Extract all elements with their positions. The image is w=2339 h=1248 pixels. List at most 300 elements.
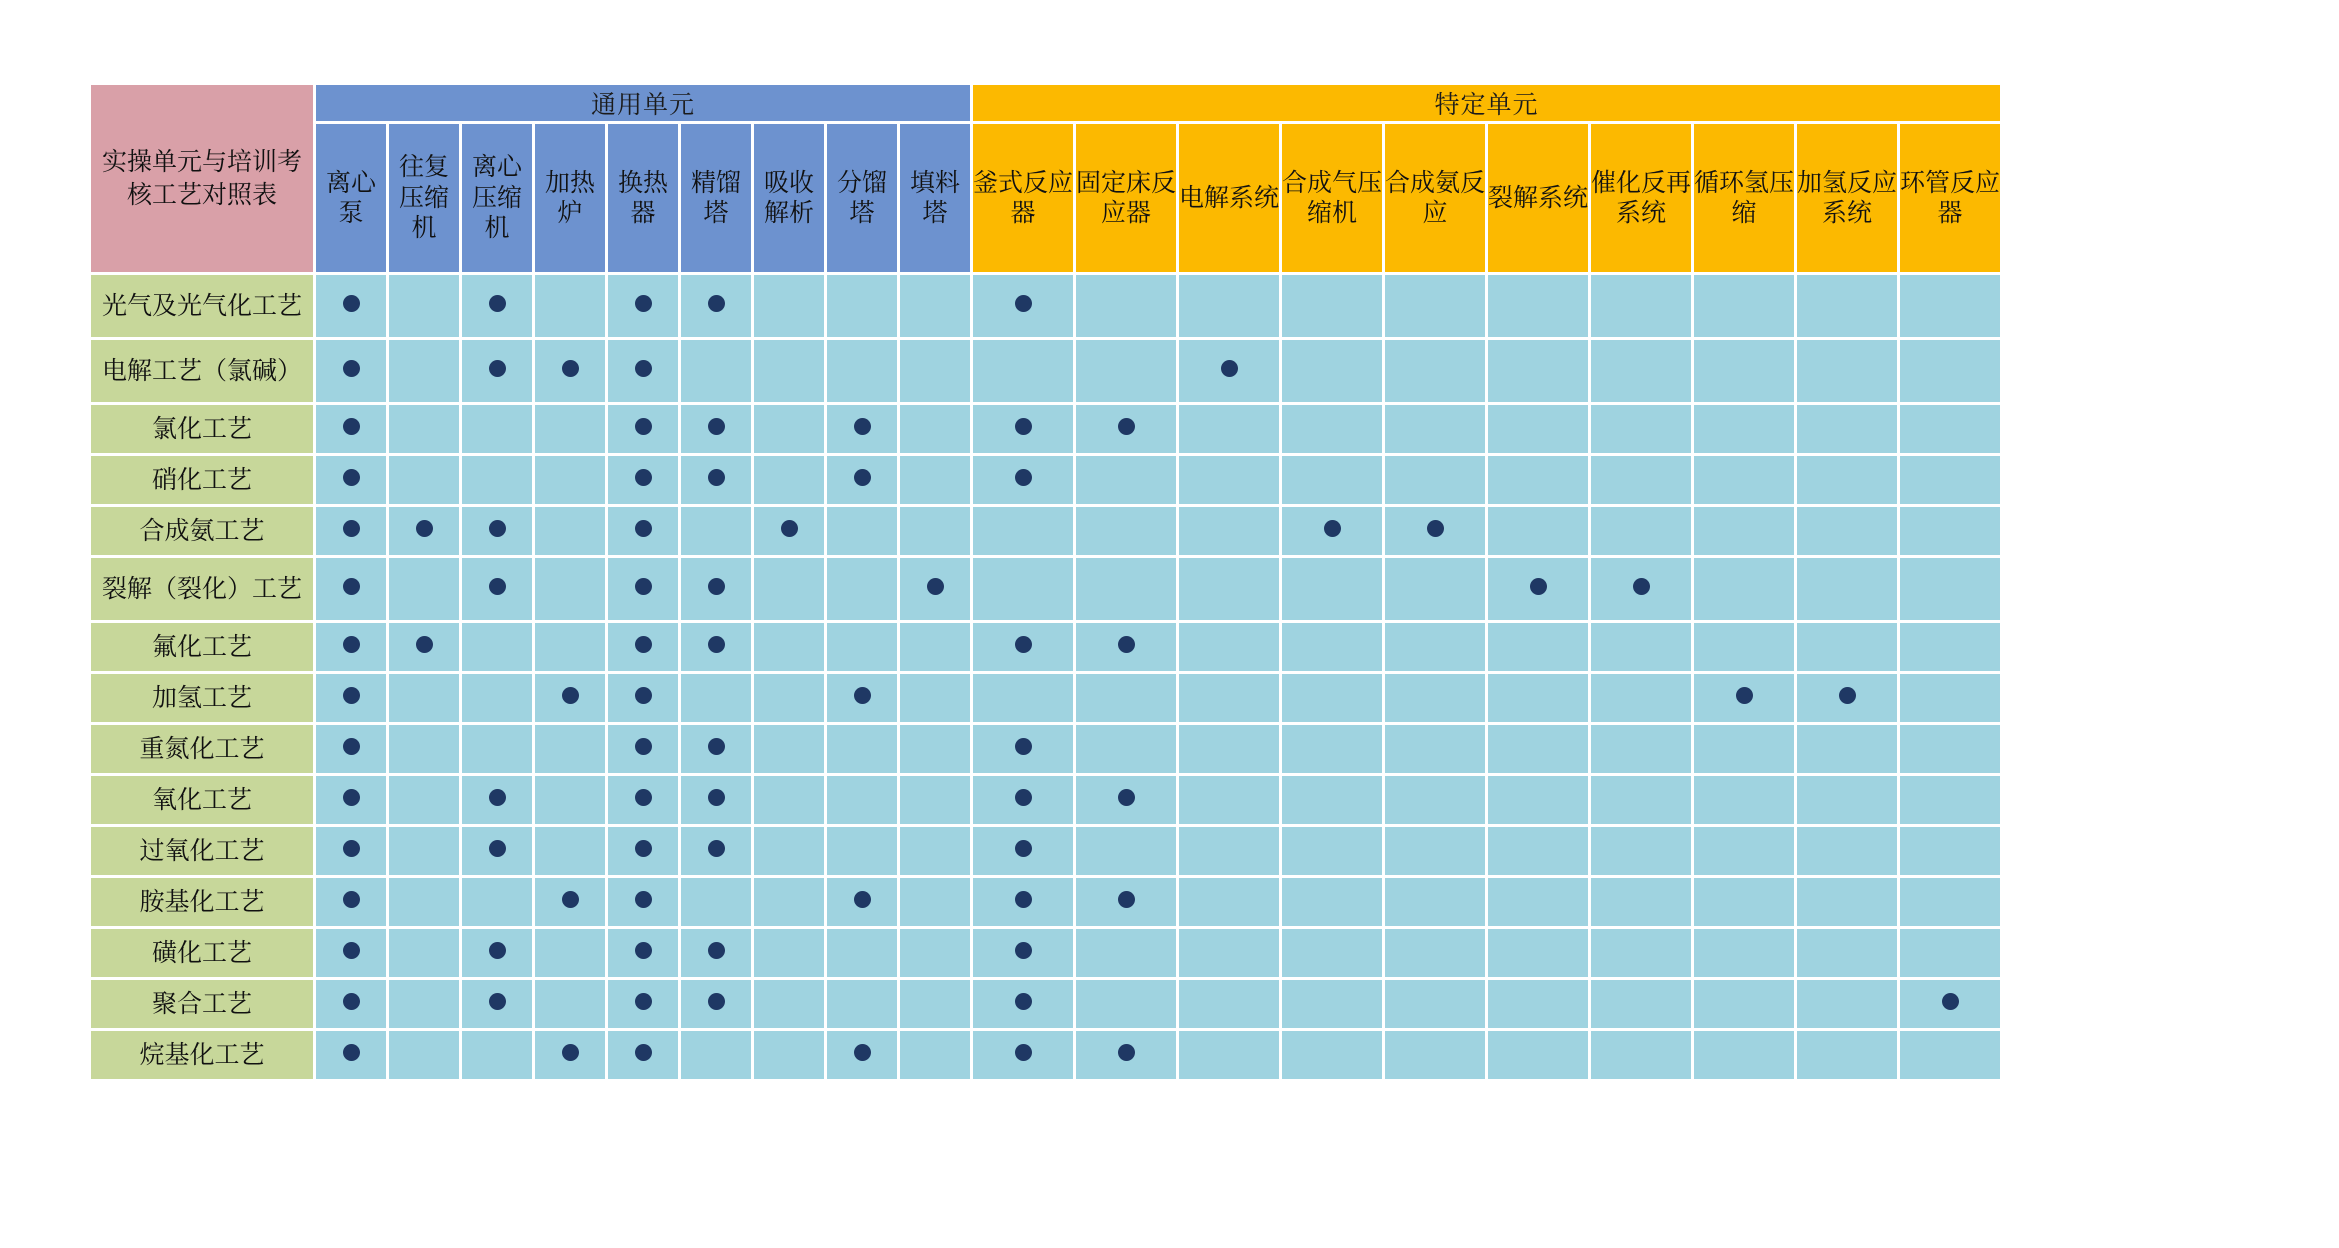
- bullet-dot-icon: [1633, 578, 1650, 595]
- matrix-cell-empty: [462, 623, 532, 671]
- matrix-cell-empty: [1282, 980, 1382, 1028]
- table-row: [91, 674, 2000, 722]
- bullet-dot-icon: [1324, 520, 1341, 537]
- bullet-dot-icon: [1942, 993, 1959, 1010]
- table-row: [91, 776, 2000, 824]
- matrix-cell-empty: [1797, 405, 1897, 453]
- row-label-15: 烷基化工艺: [91, 1031, 313, 1079]
- matrix-cell-empty: [1694, 275, 1794, 337]
- matrix-cell-marked: [316, 725, 386, 773]
- matrix-cell-marked: [535, 878, 605, 926]
- matrix-cell-empty: [1488, 878, 1588, 926]
- bullet-dot-icon: [562, 1044, 579, 1061]
- matrix-cell-empty: [535, 623, 605, 671]
- matrix-cell-empty: [1076, 275, 1176, 337]
- group-header-general: 通用单元: [316, 85, 970, 121]
- matrix-cell-empty: [1900, 456, 2000, 504]
- matrix-cell-empty: [535, 980, 605, 1028]
- matrix-cell-empty: [1488, 405, 1588, 453]
- bullet-dot-icon: [1015, 789, 1032, 806]
- matrix-cell-empty: [973, 507, 1073, 555]
- column-header-11: 固定床反应器: [1076, 124, 1176, 272]
- table-row: [91, 340, 2000, 402]
- matrix-cell-empty: [1179, 827, 1279, 875]
- matrix-cell-empty: [1385, 275, 1485, 337]
- matrix-cell-empty: [754, 558, 824, 620]
- matrix-cell-empty: [1282, 558, 1382, 620]
- row-label-8: 加氢工艺: [91, 674, 313, 722]
- matrix-cell-empty: [1385, 558, 1485, 620]
- bullet-dot-icon: [635, 942, 652, 959]
- matrix-cell-empty: [1076, 929, 1176, 977]
- bullet-dot-icon: [343, 295, 360, 312]
- matrix-cell-empty: [462, 456, 532, 504]
- matrix-cell-empty: [681, 878, 751, 926]
- table-row: [91, 878, 2000, 926]
- matrix-cell-empty: [1900, 275, 2000, 337]
- matrix-cell-marked: [462, 980, 532, 1028]
- matrix-cell-empty: [1488, 725, 1588, 773]
- matrix-cell-empty: [1488, 340, 1588, 402]
- matrix-cell-marked: [462, 929, 532, 977]
- matrix-cell-empty: [1179, 776, 1279, 824]
- matrix-cell-empty: [900, 275, 970, 337]
- matrix-cell-empty: [1900, 827, 2000, 875]
- table-row: [91, 558, 2000, 620]
- matrix-cell-empty: [1488, 456, 1588, 504]
- matrix-cell-empty: [1179, 980, 1279, 1028]
- bullet-dot-icon: [489, 578, 506, 595]
- bullet-dot-icon: [854, 1044, 871, 1061]
- comparison-table-container: [88, 82, 2003, 1082]
- bullet-dot-icon: [1736, 687, 1753, 704]
- matrix-cell-marked: [681, 827, 751, 875]
- matrix-cell-empty: [900, 980, 970, 1028]
- column-header-16: 催化反再系统: [1591, 124, 1691, 272]
- bullet-dot-icon: [343, 993, 360, 1010]
- bullet-dot-icon: [635, 840, 652, 857]
- matrix-cell-marked: [316, 674, 386, 722]
- matrix-cell-empty: [1488, 674, 1588, 722]
- column-header-19: 环管反应器: [1900, 124, 2000, 272]
- matrix-cell-empty: [1179, 878, 1279, 926]
- matrix-cell-marked: [316, 275, 386, 337]
- bullet-dot-icon: [343, 469, 360, 486]
- matrix-cell-marked: [1076, 776, 1176, 824]
- matrix-cell-empty: [1488, 776, 1588, 824]
- table-row: [91, 456, 2000, 504]
- matrix-cell-empty: [900, 1031, 970, 1079]
- bullet-dot-icon: [635, 1044, 652, 1061]
- matrix-cell-marked: [608, 725, 678, 773]
- matrix-cell-marked: [973, 776, 1073, 824]
- matrix-cell-marked: [608, 623, 678, 671]
- matrix-cell-marked: [973, 456, 1073, 504]
- bullet-dot-icon: [1118, 636, 1135, 653]
- bullet-dot-icon: [927, 578, 944, 595]
- matrix-cell-marked: [608, 776, 678, 824]
- matrix-cell-marked: [1797, 674, 1897, 722]
- matrix-cell-empty: [1900, 623, 2000, 671]
- matrix-cell-empty: [1591, 275, 1691, 337]
- matrix-cell-empty: [389, 725, 459, 773]
- matrix-cell-empty: [827, 340, 897, 402]
- matrix-cell-marked: [681, 980, 751, 1028]
- corner-title-cell: 实操单元与培训考核工艺对照表: [91, 85, 313, 272]
- matrix-cell-marked: [827, 405, 897, 453]
- matrix-cell-empty: [754, 674, 824, 722]
- bullet-dot-icon: [562, 360, 579, 377]
- matrix-cell-marked: [681, 623, 751, 671]
- matrix-cell-marked: [316, 1031, 386, 1079]
- matrix-cell-empty: [1591, 340, 1691, 402]
- matrix-cell-empty: [1900, 405, 2000, 453]
- matrix-cell-marked: [535, 340, 605, 402]
- matrix-cell-empty: [1179, 929, 1279, 977]
- matrix-cell-empty: [1076, 725, 1176, 773]
- matrix-cell-marked: [973, 827, 1073, 875]
- matrix-cell-marked: [681, 558, 751, 620]
- matrix-cell-marked: [608, 980, 678, 1028]
- column-header-2: 往复压缩机: [389, 124, 459, 272]
- row-label-14: 聚合工艺: [91, 980, 313, 1028]
- matrix-cell-empty: [1385, 980, 1485, 1028]
- matrix-cell-empty: [1385, 827, 1485, 875]
- matrix-cell-empty: [1694, 405, 1794, 453]
- bullet-dot-icon: [1015, 840, 1032, 857]
- bullet-dot-icon: [708, 578, 725, 595]
- matrix-cell-empty: [1385, 340, 1485, 402]
- row-label-13: 磺化工艺: [91, 929, 313, 977]
- matrix-cell-marked: [827, 878, 897, 926]
- row-label-9: 重氮化工艺: [91, 725, 313, 773]
- bullet-dot-icon: [708, 418, 725, 435]
- matrix-cell-marked: [608, 674, 678, 722]
- matrix-cell-empty: [462, 405, 532, 453]
- matrix-cell-marked: [681, 405, 751, 453]
- matrix-cell-empty: [900, 507, 970, 555]
- matrix-cell-empty: [827, 623, 897, 671]
- bullet-dot-icon: [416, 636, 433, 653]
- matrix-cell-empty: [389, 827, 459, 875]
- matrix-cell-empty: [1694, 558, 1794, 620]
- matrix-cell-empty: [1694, 878, 1794, 926]
- matrix-cell-empty: [1797, 275, 1897, 337]
- matrix-cell-empty: [389, 980, 459, 1028]
- matrix-cell-marked: [608, 878, 678, 926]
- matrix-cell-marked: [608, 405, 678, 453]
- matrix-cell-marked: [1900, 980, 2000, 1028]
- matrix-cell-empty: [1282, 1031, 1382, 1079]
- matrix-cell-marked: [316, 558, 386, 620]
- matrix-cell-empty: [900, 674, 970, 722]
- matrix-cell-marked: [389, 623, 459, 671]
- matrix-cell-empty: [1179, 558, 1279, 620]
- matrix-cell-empty: [827, 929, 897, 977]
- matrix-cell-marked: [608, 507, 678, 555]
- matrix-cell-marked: [608, 929, 678, 977]
- matrix-cell-empty: [900, 725, 970, 773]
- matrix-cell-empty: [1282, 827, 1382, 875]
- matrix-cell-marked: [1591, 558, 1691, 620]
- matrix-cell-empty: [827, 725, 897, 773]
- matrix-cell-empty: [900, 456, 970, 504]
- bullet-dot-icon: [854, 687, 871, 704]
- table-row: [91, 507, 2000, 555]
- matrix-cell-empty: [389, 929, 459, 977]
- matrix-cell-empty: [1179, 623, 1279, 671]
- column-header-13: 合成气压缩机: [1282, 124, 1382, 272]
- matrix-cell-marked: [973, 980, 1073, 1028]
- matrix-cell-marked: [973, 275, 1073, 337]
- matrix-cell-empty: [1694, 456, 1794, 504]
- column-header-14: 合成氨反应: [1385, 124, 1485, 272]
- matrix-cell-marked: [681, 725, 751, 773]
- matrix-cell-empty: [1385, 1031, 1485, 1079]
- matrix-cell-marked: [827, 456, 897, 504]
- bullet-dot-icon: [343, 520, 360, 537]
- matrix-cell-empty: [1900, 674, 2000, 722]
- matrix-cell-marked: [681, 776, 751, 824]
- matrix-cell-marked: [608, 558, 678, 620]
- matrix-cell-empty: [1797, 1031, 1897, 1079]
- bullet-dot-icon: [489, 360, 506, 377]
- matrix-cell-empty: [1591, 776, 1691, 824]
- matrix-cell-marked: [462, 340, 532, 402]
- matrix-cell-empty: [900, 623, 970, 671]
- table-row: [91, 725, 2000, 773]
- matrix-cell-empty: [1900, 340, 2000, 402]
- matrix-cell-marked: [316, 827, 386, 875]
- column-header-17: 循环氢压缩: [1694, 124, 1794, 272]
- row-label-6: 裂解（裂化）工艺: [91, 558, 313, 620]
- bullet-dot-icon: [343, 891, 360, 908]
- matrix-cell-empty: [1076, 558, 1176, 620]
- matrix-cell-empty: [389, 878, 459, 926]
- matrix-cell-marked: [1076, 405, 1176, 453]
- column-header-4: 加热炉: [535, 124, 605, 272]
- matrix-cell-empty: [1694, 725, 1794, 773]
- matrix-cell-marked: [1076, 623, 1176, 671]
- matrix-cell-empty: [1488, 623, 1588, 671]
- row-label-7: 氟化工艺: [91, 623, 313, 671]
- column-header-5: 换热器: [608, 124, 678, 272]
- matrix-cell-empty: [462, 725, 532, 773]
- matrix-cell-marked: [973, 405, 1073, 453]
- bullet-dot-icon: [1530, 578, 1547, 595]
- matrix-cell-empty: [1488, 1031, 1588, 1079]
- matrix-cell-empty: [1179, 725, 1279, 773]
- bullet-dot-icon: [708, 840, 725, 857]
- bullet-dot-icon: [635, 789, 652, 806]
- bullet-dot-icon: [343, 738, 360, 755]
- table-row: [91, 980, 2000, 1028]
- row-label-10: 氧化工艺: [91, 776, 313, 824]
- matrix-cell-empty: [1694, 1031, 1794, 1079]
- matrix-cell-empty: [1900, 558, 2000, 620]
- matrix-cell-marked: [462, 827, 532, 875]
- matrix-cell-empty: [1385, 878, 1485, 926]
- bullet-dot-icon: [635, 360, 652, 377]
- column-header-10: 釜式反应器: [973, 124, 1073, 272]
- matrix-cell-empty: [1282, 456, 1382, 504]
- matrix-cell-empty: [1591, 929, 1691, 977]
- matrix-cell-empty: [389, 1031, 459, 1079]
- matrix-cell-empty: [1797, 776, 1897, 824]
- matrix-cell-empty: [754, 878, 824, 926]
- table-row: [91, 827, 2000, 875]
- table-row: [91, 623, 2000, 671]
- matrix-cell-marked: [316, 776, 386, 824]
- matrix-cell-empty: [389, 275, 459, 337]
- matrix-cell-empty: [535, 558, 605, 620]
- bullet-dot-icon: [343, 360, 360, 377]
- column-header-3: 离心压缩机: [462, 124, 532, 272]
- matrix-cell-empty: [1179, 456, 1279, 504]
- matrix-cell-empty: [1797, 507, 1897, 555]
- bullet-dot-icon: [1015, 942, 1032, 959]
- column-header-6: 精馏塔: [681, 124, 751, 272]
- bullet-dot-icon: [343, 636, 360, 653]
- matrix-cell-empty: [1282, 776, 1382, 824]
- matrix-cell-empty: [1591, 405, 1691, 453]
- column-header-9: 填料塔: [900, 124, 970, 272]
- matrix-cell-empty: [1282, 929, 1382, 977]
- matrix-cell-empty: [1797, 623, 1897, 671]
- matrix-cell-marked: [973, 623, 1073, 671]
- matrix-cell-empty: [1488, 507, 1588, 555]
- matrix-cell-empty: [754, 275, 824, 337]
- bullet-dot-icon: [1427, 520, 1444, 537]
- matrix-cell-empty: [1797, 827, 1897, 875]
- row-label-1: 光气及光气化工艺: [91, 275, 313, 337]
- matrix-cell-empty: [1385, 405, 1485, 453]
- matrix-cell-empty: [1900, 725, 2000, 773]
- matrix-cell-empty: [754, 929, 824, 977]
- matrix-cell-marked: [608, 456, 678, 504]
- matrix-cell-empty: [1900, 507, 2000, 555]
- table-row: [91, 1031, 2000, 1079]
- matrix-cell-marked: [462, 275, 532, 337]
- bullet-dot-icon: [635, 891, 652, 908]
- row-label-4: 硝化工艺: [91, 456, 313, 504]
- bullet-dot-icon: [635, 993, 652, 1010]
- bullet-dot-icon: [708, 789, 725, 806]
- bullet-dot-icon: [635, 520, 652, 537]
- matrix-cell-empty: [1591, 674, 1691, 722]
- matrix-cell-empty: [1900, 1031, 2000, 1079]
- matrix-cell-empty: [754, 827, 824, 875]
- matrix-cell-empty: [1385, 674, 1485, 722]
- matrix-cell-empty: [681, 340, 751, 402]
- matrix-cell-empty: [900, 340, 970, 402]
- matrix-cell-empty: [973, 674, 1073, 722]
- bullet-dot-icon: [1015, 636, 1032, 653]
- matrix-cell-empty: [827, 507, 897, 555]
- matrix-cell-marked: [754, 507, 824, 555]
- matrix-cell-empty: [535, 275, 605, 337]
- matrix-cell-empty: [1591, 725, 1691, 773]
- matrix-cell-empty: [389, 776, 459, 824]
- matrix-cell-empty: [754, 405, 824, 453]
- matrix-cell-marked: [1076, 1031, 1176, 1079]
- matrix-cell-empty: [1591, 1031, 1691, 1079]
- bullet-dot-icon: [635, 738, 652, 755]
- matrix-cell-marked: [1385, 507, 1485, 555]
- matrix-cell-empty: [1591, 623, 1691, 671]
- column-header-row: [91, 124, 2000, 272]
- matrix-cell-empty: [681, 674, 751, 722]
- column-header-18: 加氢反应系统: [1797, 124, 1897, 272]
- matrix-cell-empty: [1488, 980, 1588, 1028]
- bullet-dot-icon: [489, 789, 506, 806]
- matrix-cell-empty: [1900, 929, 2000, 977]
- table-body: [91, 85, 2000, 1079]
- matrix-cell-empty: [827, 275, 897, 337]
- bullet-dot-icon: [1118, 891, 1135, 908]
- bullet-dot-icon: [708, 738, 725, 755]
- matrix-cell-empty: [1076, 507, 1176, 555]
- table-row: [91, 929, 2000, 977]
- matrix-cell-empty: [1797, 929, 1897, 977]
- bullet-dot-icon: [1015, 993, 1032, 1010]
- matrix-cell-marked: [535, 1031, 605, 1079]
- bullet-dot-icon: [1015, 1044, 1032, 1061]
- matrix-cell-empty: [1385, 725, 1485, 773]
- matrix-cell-marked: [389, 507, 459, 555]
- matrix-cell-marked: [316, 878, 386, 926]
- matrix-cell-empty: [1488, 827, 1588, 875]
- matrix-cell-empty: [681, 1031, 751, 1079]
- row-label-11: 过氧化工艺: [91, 827, 313, 875]
- matrix-cell-marked: [316, 929, 386, 977]
- bullet-dot-icon: [1118, 418, 1135, 435]
- matrix-cell-empty: [900, 405, 970, 453]
- matrix-cell-empty: [1076, 456, 1176, 504]
- table-row: [91, 405, 2000, 453]
- bullet-dot-icon: [1221, 360, 1238, 377]
- column-header-15: 裂解系统: [1488, 124, 1588, 272]
- matrix-cell-empty: [1694, 623, 1794, 671]
- matrix-cell-marked: [827, 674, 897, 722]
- matrix-cell-empty: [1076, 340, 1176, 402]
- matrix-cell-marked: [681, 456, 751, 504]
- matrix-cell-empty: [1694, 827, 1794, 875]
- bullet-dot-icon: [343, 789, 360, 806]
- matrix-cell-empty: [754, 725, 824, 773]
- bullet-dot-icon: [1015, 295, 1032, 312]
- bullet-dot-icon: [489, 840, 506, 857]
- matrix-cell-empty: [1179, 507, 1279, 555]
- matrix-cell-empty: [754, 340, 824, 402]
- matrix-cell-empty: [1591, 827, 1691, 875]
- matrix-cell-empty: [1385, 776, 1485, 824]
- matrix-cell-empty: [1694, 340, 1794, 402]
- matrix-cell-empty: [1694, 507, 1794, 555]
- matrix-cell-empty: [535, 776, 605, 824]
- matrix-cell-empty: [389, 456, 459, 504]
- matrix-cell-empty: [389, 405, 459, 453]
- matrix-cell-empty: [1797, 980, 1897, 1028]
- bullet-dot-icon: [635, 295, 652, 312]
- matrix-cell-marked: [973, 878, 1073, 926]
- matrix-cell-empty: [754, 456, 824, 504]
- bullet-dot-icon: [708, 636, 725, 653]
- column-header-8: 分馏塔: [827, 124, 897, 272]
- matrix-cell-marked: [316, 405, 386, 453]
- matrix-cell-marked: [608, 275, 678, 337]
- bullet-dot-icon: [343, 687, 360, 704]
